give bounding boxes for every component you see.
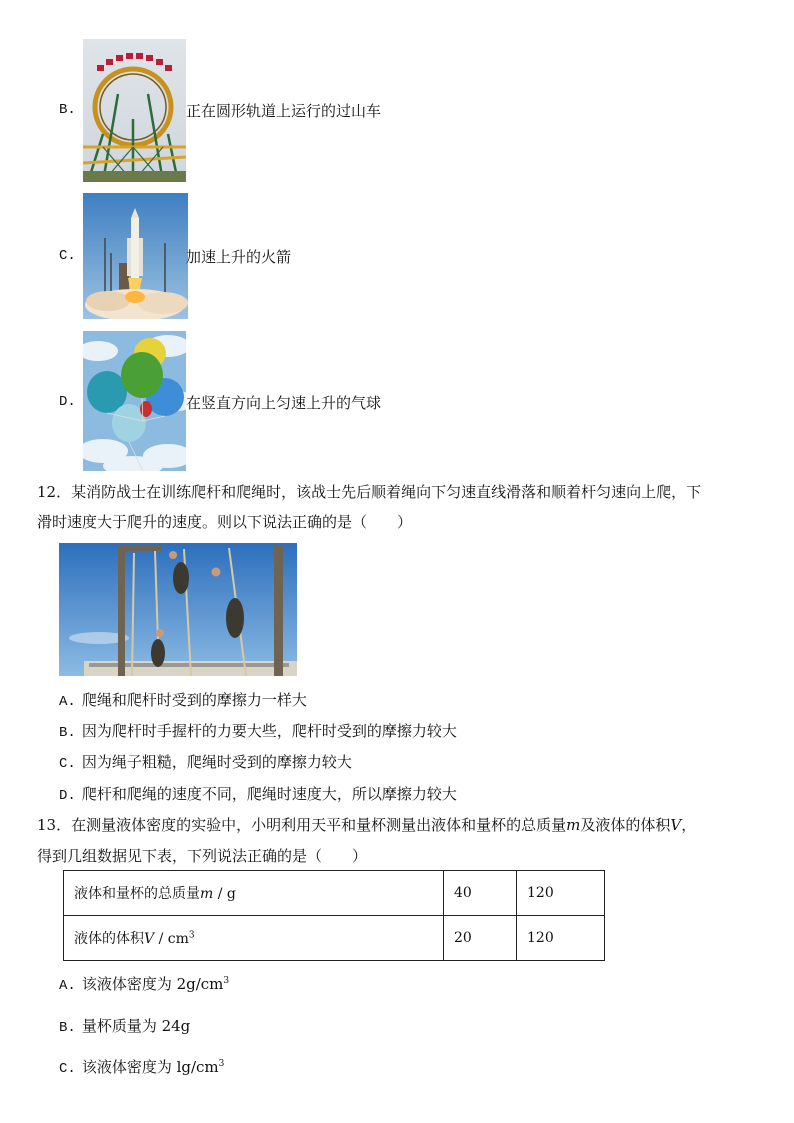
option-text: 该液体密度为 2g/cm — [81, 975, 224, 993]
var-m: m — [566, 816, 581, 834]
q12-option-b[interactable] — [59, 720, 457, 741]
option-c-text: 加速上升的火箭 — [186, 248, 292, 266]
table-cell: 40 — [444, 871, 517, 916]
option-text: 爬杆和爬绳的速度不同，爬绳时速度大，所以摩擦力较大 — [81, 785, 457, 803]
q13-option-b[interactable] — [59, 1015, 190, 1036]
option-label: B. — [59, 725, 76, 741]
var-v: V — [670, 816, 682, 834]
option-label: C. — [59, 1061, 76, 1077]
roller-coaster-photo — [83, 39, 186, 182]
option-text: 因为绳子粗糙，爬绳时受到的摩擦力较大 — [81, 753, 352, 771]
option-label: C. — [59, 756, 76, 772]
table-cell: 20 — [444, 916, 517, 961]
option-sup: 3 — [218, 1059, 225, 1069]
q13-option-a[interactable] — [59, 973, 229, 994]
option-d-text: 在竖直方向上匀速上升的气球 — [186, 394, 382, 412]
option-sup: 3 — [223, 976, 230, 986]
q13-option-c[interactable] — [59, 1056, 224, 1077]
rope-climbing-photo — [59, 543, 297, 676]
q12-option-a[interactable] — [59, 689, 307, 710]
option-label: A. — [59, 978, 76, 994]
q12-option-c[interactable] — [59, 751, 352, 772]
balloons-photo — [83, 331, 186, 471]
table-cell: 120 — [517, 916, 605, 961]
data-table — [63, 870, 605, 961]
q13-stem-line1 — [37, 814, 696, 835]
table-row — [64, 916, 605, 961]
table-cell: 120 — [517, 871, 605, 916]
option-text: 该液体密度为 lg/cm — [81, 1058, 219, 1076]
q13-stem-part3: ， — [681, 816, 697, 834]
q12-stem-line2: 滑时速度大于爬升的速度。则以下说法正确的是（ ） — [37, 513, 413, 531]
rocket-launch-photo — [83, 193, 188, 319]
option-text: 爬绳和爬杆时受到的摩擦力一样大 — [81, 691, 307, 709]
option-text: 因为爬杆时手握杆的力要大些，爬杆时受到的摩擦力较大 — [81, 722, 457, 740]
option-d-label: D. — [59, 394, 76, 410]
option-label: D. — [59, 788, 76, 804]
q13-stem-part1: 13．在测量液体密度的实验中，小明利用天平和量杯测量出液体和量杯的总质量 — [37, 816, 567, 834]
option-label: A. — [59, 694, 76, 710]
option-label: B. — [59, 1020, 76, 1036]
option-text: 量杯质量为 24g — [81, 1017, 191, 1035]
option-b-label: B. — [59, 102, 76, 118]
option-b-text: 正在圆形轨道上运行的过山车 — [186, 102, 382, 120]
q12-stem-line1: 12．某消防战士在训练爬杆和爬绳时，该战士先后顺着绳向下匀速直线滑落和顺着杆匀速向上爬，下 — [37, 483, 702, 501]
q13-stem-line2: 得到几组数据见下表，下列说法正确的是（ ） — [37, 847, 368, 865]
q12-option-d[interactable] — [59, 783, 457, 804]
table-row — [64, 871, 605, 916]
option-c-label: C. — [59, 248, 76, 264]
table-cell-label: 液体的体积V / $cm^3$ — [64, 916, 444, 961]
table-cell-label: 液体和量杯的总质量m / g — [64, 871, 444, 916]
q13-stem-part2: 及液体的体积 — [580, 816, 671, 834]
